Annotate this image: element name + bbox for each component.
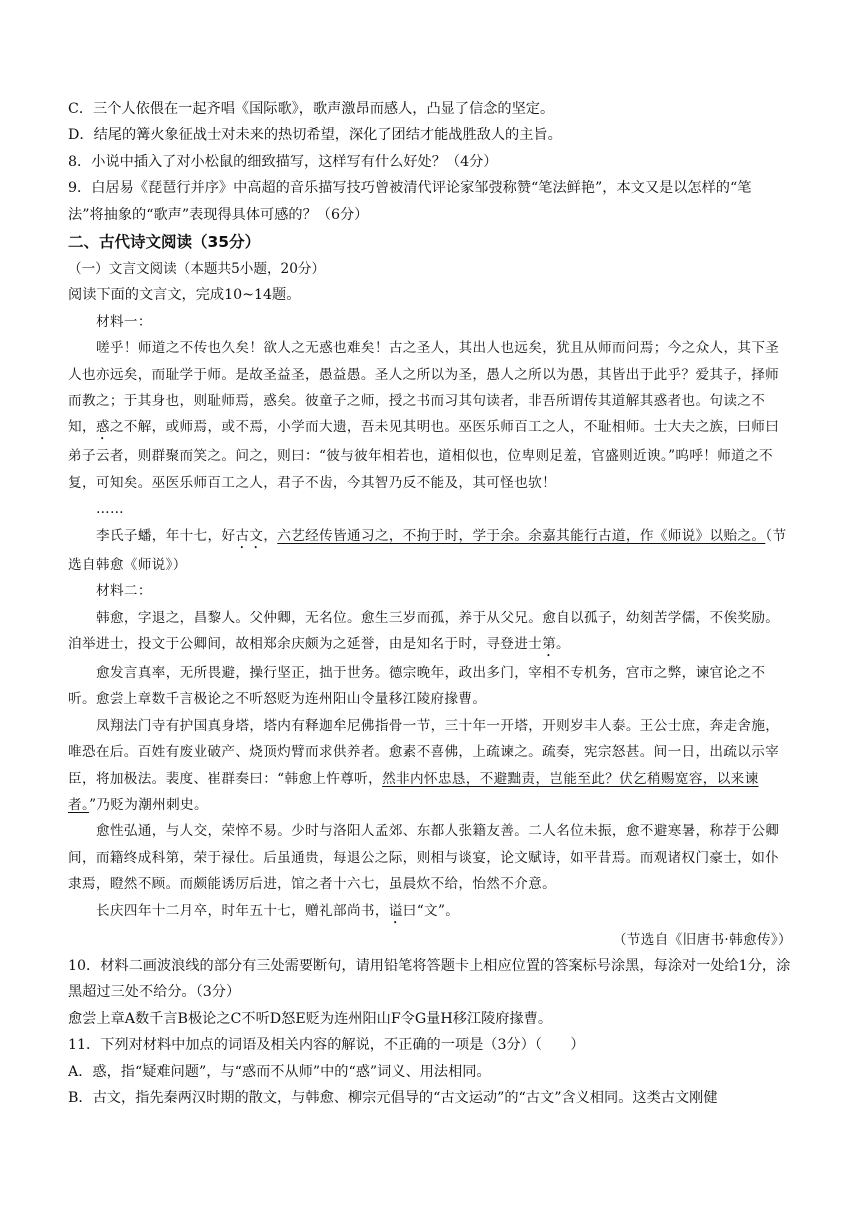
text-run: ， [263,527,278,544]
material-2-paragraph-5 [68,898,792,927]
text-run: 曰“文”。 [402,902,460,919]
section-instruction: 阅读下面的文言文，完成10~14题。 [68,287,301,304]
text-run: 。 [556,635,570,652]
section-subtitle: （一）文言文阅读（本题共5小题，20分） [68,261,326,278]
text-run: 嗟乎！师道之不传也久矣！欲人之无惑也难矣！古之圣人，其出人也远矣，犹且从师而问焉；今之众人，其下圣人也亦远矣，而耻学于师。是故圣益圣，愚益愚。圣人之所以为圣，愚人之所以为愚，其皆出于此乎？爱其子，择师而教之；于其身也，则耻师焉，惑矣。彼童子之师，授之书而习其句读者，非吾所谓传其道解其惑者也。句读之不知， [68,340,780,436]
question-9-line-2: 法”将抽象的“歌声”表现得具体可感的？（6分） [68,206,369,223]
ellipsis: …… [96,501,124,518]
exam-page [68,96,792,1111]
text-run: 长庆四年十二月卒，时年五十七，赠礼部尚书， [96,902,389,919]
option-c: C．三个人依偎在一起齐唱《国际歌》，歌声激昂而感人，凸显了信念的坚定。 [68,101,555,117]
source-note: （节选自韩愈《师说》） [68,527,787,573]
underlined-sentence: 然非内怀忠恳，不避黜责，岂能至此？伏乞稍赐宽容，以来谏者。 [68,770,759,813]
underlined-sentence: 六艺经传皆通习之，不拘于时，学于余。余嘉其能行古道，作《师说》以贻之。 [277,527,766,544]
dotted-word-huo: 惑 [95,419,110,436]
material-2-paragraph-2: 愈发言真率，无所畏避，操行坚正，拙于世务。德宗晚年，政出多门，宰相不专机务，宫市之弊，谏官论之不听。愈尝上章数千言极论之不听怒贬为连州阳山令量移江陵府掾曹。 [68,664,766,708]
text-run: 凤翔法门寺有护国真身塔，塔内有释迦牟尼佛指骨一节，三十年一开塔，开则岁丰人泰。王公士庶，奔走舍施，唯恐在后。百姓有废业破产、烧顶灼臂而求供养者。愈素不喜佛，上疏谏之。疏奏，宪宗怒甚。间一日，出疏以示宰臣，将加极法。裴度、崔群奏曰：“韩愈上忤尊听， [68,717,780,787]
question-10-options: 愈尝上章A数千言B极论之C不听D怒E贬为连州阳山F令G量H移江陵府掾曹。 [68,1010,553,1027]
option-a: A．惑，指“疑难问题”，与“惑而不从师”中的“惑”词义、用法相同。 [68,1063,491,1080]
material-1-paragraph-2 [68,523,792,578]
material-2-paragraph-3 [68,713,792,819]
question-10: 10．材料二画波浪线的部分有三处需要断句，请用铅笔将答题卡上相应位置的答案标号涂黑，每涂对一处给1分，涂黑超过三处不给分。（3分） [68,957,791,1001]
question-8: 8．小说中插入了对小松鼠的细致描写，这样写有什么好处？（4分） [68,153,498,170]
text-run: 之不解，或师焉，或不焉，小学而大遗，吾未见其明也。巫医乐师百工之人，不耻相师。士大夫之族，曰师曰弟子云者，则群聚而笑之。问之，则曰：“彼与彼年相若也，道相似也，位卑则足羞，官盛则近谀。”呜呼！师道之不复，可知矣。巫医乐师百工之人，君子不齿，今其智乃反不能及，其可怪也欤！ [68,419,780,491]
text-run: 李氏子蟠，年十七，好 [96,527,236,544]
dotted-word-di: 第 [542,635,557,652]
section-title: 二、古代诗文阅读（35分） [68,233,261,252]
material-2-paragraph-1 [68,605,792,660]
dotted-word-guwen: 古文 [235,527,264,544]
material-1-label: 材料一： [96,313,152,330]
source-note: （节选自《旧唐书·韩愈传》） [612,931,792,948]
option-b: B．古文，指先秦两汉时期的散文，与韩愈、柳宗元倡导的“古文运动”的“古文”含义相同。这类古文刚健 [68,1090,718,1106]
question-9-line-1: 9．白居易《琵琶行并序》中高超的音乐描写技巧曾被清代评论家邹弢称赞“笔法鲜艳”，本文又是以怎样的“笔 [68,180,752,197]
material-1-paragraph-1 [68,335,792,496]
question-11: 11．下列对材料中加点的词语及相关内容的解说，不正确的一项是（3分）（ ） [68,1037,585,1054]
text-run: 韩愈，字退之，昌黎人。父仲卿，无名位。愈生三岁而孤，养于从父兄。愈自以孤子，幼刻苦学儒，不俟奖励。洎举进士，投文于公卿间，故相郑余庆颇为之延誉，由是知名于时，寻登进士 [68,609,780,652]
dotted-word-shi: 谥 [388,902,403,919]
material-2-label: 材料二： [96,583,152,600]
text-run: ”乃贬为潮州刺史。 [89,796,208,813]
material-2-paragraph-4: 愈性弘通，与人交，荣悴不易。少时与洛阳人孟郊、东都人张籍友善。二人名位未振，愈不避寒暑，称荐于公卿间，而籍终成科第，荣于禄仕。后虽通贵，每退公之际，则相与谈宴，论文赋诗，如平昔焉。而观诸权门豪士，如仆隶焉，瞪然不顾。而颇能诱厉后进，馆之者十六七，虽晨炊不给，怡然不介意。 [68,823,780,893]
option-d: D．结尾的篝火象征战士对未来的热切希望，深化了团结才能战胜敌人的主旨。 [68,127,562,144]
